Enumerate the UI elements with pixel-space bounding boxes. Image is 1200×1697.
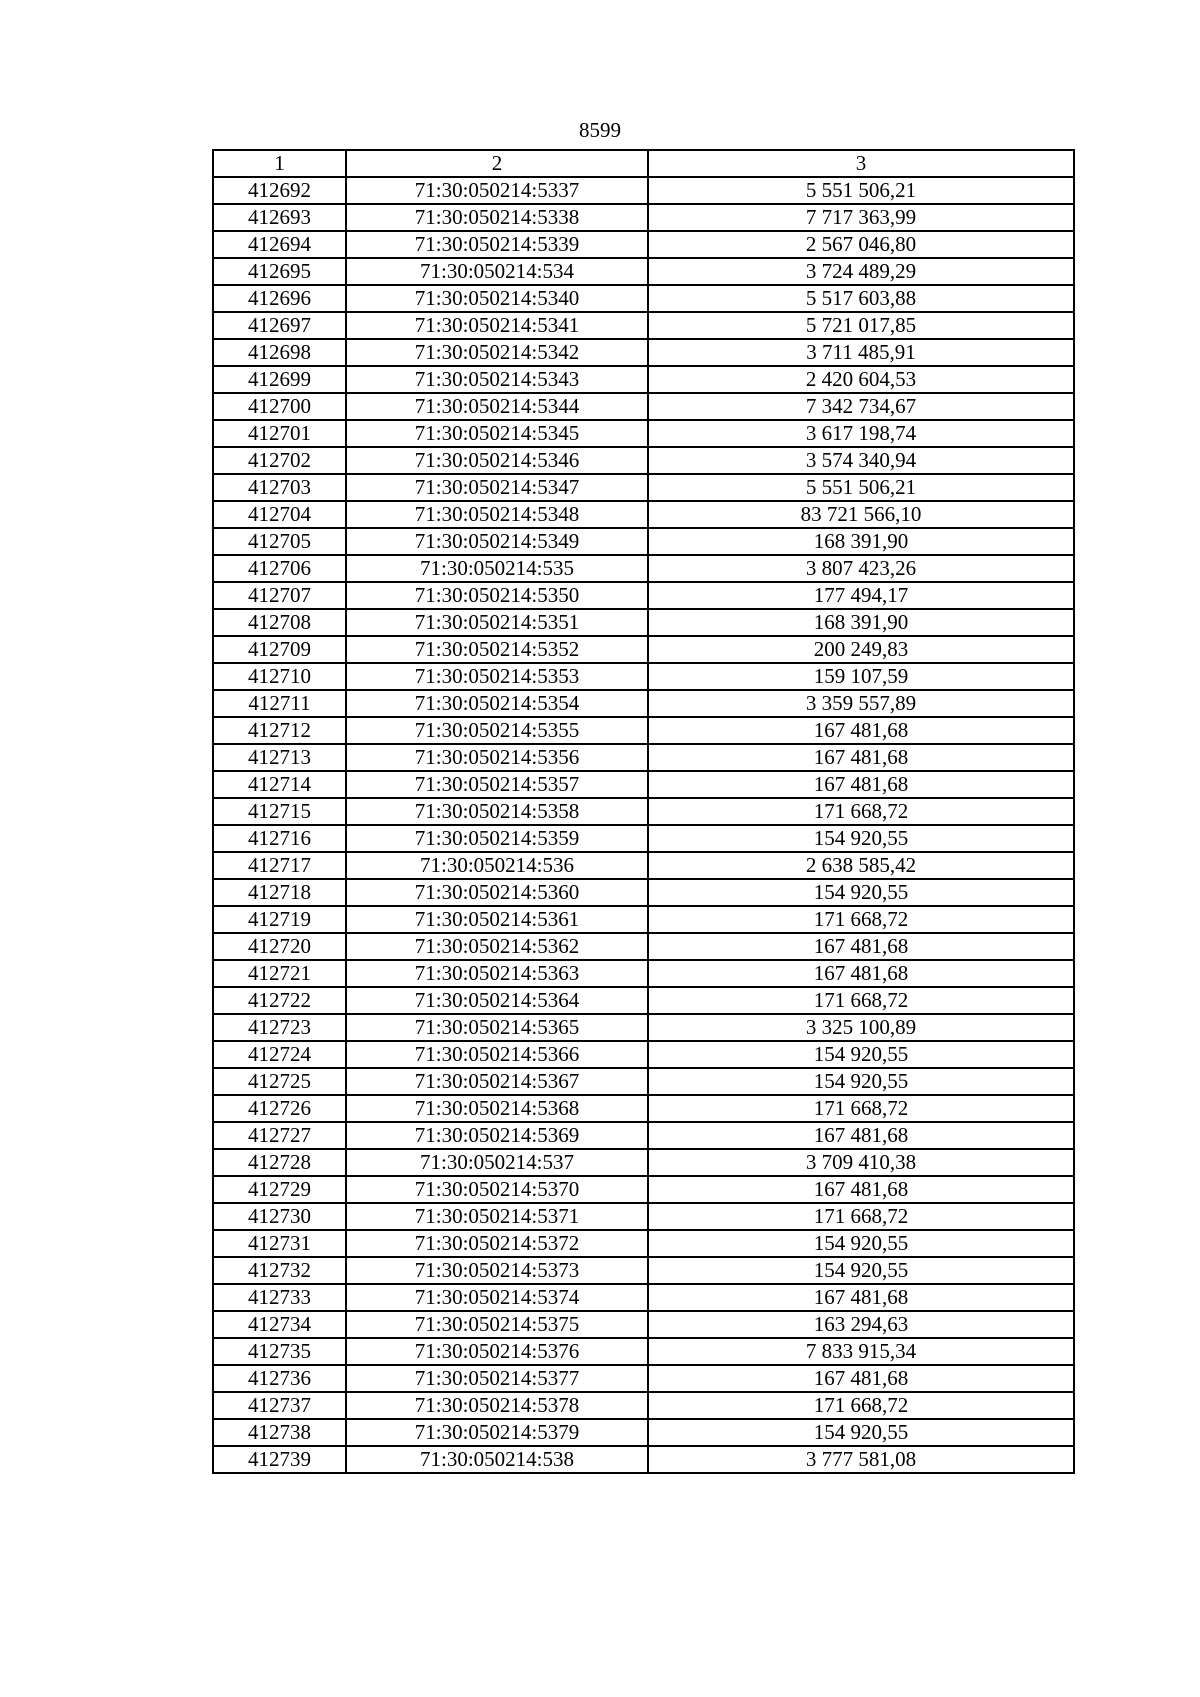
cadastral-number-cell: 71:30:050214:5369 — [346, 1122, 648, 1149]
cadastral-number-cell: 71:30:050214:5354 — [346, 690, 648, 717]
cadastral-value-cell: 5 517 603,88 — [648, 285, 1074, 312]
row-number-cell: 412718 — [213, 879, 346, 906]
cadastral-value-cell: 159 107,59 — [648, 663, 1074, 690]
cadastral-value-cell: 154 920,55 — [648, 1257, 1074, 1284]
cadastral-number-cell: 71:30:050214:5377 — [346, 1365, 648, 1392]
row-number-cell: 412723 — [213, 1014, 346, 1041]
cadastral-number-cell: 71:30:050214:5351 — [346, 609, 648, 636]
table-row — [213, 852, 1074, 879]
cadastral-value-cell: 3 777 581,08 — [648, 1446, 1074, 1473]
cadastral-number-cell: 71:30:050214:5357 — [346, 771, 648, 798]
table-row — [213, 1419, 1074, 1446]
row-number-cell: 412737 — [213, 1392, 346, 1419]
cadastral-value-cell: 5 551 506,21 — [648, 474, 1074, 501]
table-row — [213, 1122, 1074, 1149]
table-row — [213, 1203, 1074, 1230]
row-number-cell: 412734 — [213, 1311, 346, 1338]
cadastral-number-cell: 71:30:050214:5349 — [346, 528, 648, 555]
table-row — [213, 906, 1074, 933]
table-row — [213, 1176, 1074, 1203]
cadastral-value-cell: 83 721 566,10 — [648, 501, 1074, 528]
cadastral-number-cell: 71:30:050214:5370 — [346, 1176, 648, 1203]
cadastral-number-cell: 71:30:050214:5363 — [346, 960, 648, 987]
table-row — [213, 1284, 1074, 1311]
cadastral-number-cell: 71:30:050214:5341 — [346, 312, 648, 339]
cadastral-value-cell: 2 638 585,42 — [648, 852, 1074, 879]
cadastral-number-cell: 71:30:050214:5343 — [346, 366, 648, 393]
row-number-cell: 412711 — [213, 690, 346, 717]
row-number-cell: 412697 — [213, 312, 346, 339]
cadastral-value-cell: 167 481,68 — [648, 960, 1074, 987]
row-number-cell: 412729 — [213, 1176, 346, 1203]
table-row — [213, 447, 1074, 474]
cadastral-number-cell: 71:30:050214:5373 — [346, 1257, 648, 1284]
row-number-cell: 412731 — [213, 1230, 346, 1257]
cadastral-value-cell: 3 617 198,74 — [648, 420, 1074, 447]
header-cell-3: 3 — [648, 150, 1074, 177]
table-row — [213, 636, 1074, 663]
cadastral-number-cell: 71:30:050214:5374 — [346, 1284, 648, 1311]
table-row — [213, 1446, 1074, 1473]
table-row — [213, 879, 1074, 906]
cadastral-value-cell: 163 294,63 — [648, 1311, 1074, 1338]
table-row — [213, 1311, 1074, 1338]
cadastral-number-cell: 71:30:050214:5358 — [346, 798, 648, 825]
row-number-cell: 412725 — [213, 1068, 346, 1095]
table-row — [213, 366, 1074, 393]
cadastral-number-cell: 71:30:050214:538 — [346, 1446, 648, 1473]
cadastral-value-cell: 7 342 734,67 — [648, 393, 1074, 420]
cadastral-value-cell: 171 668,72 — [648, 1203, 1074, 1230]
table-header — [213, 150, 1074, 177]
cadastral-value-cell: 167 481,68 — [648, 933, 1074, 960]
cadastral-number-cell: 71:30:050214:5375 — [346, 1311, 648, 1338]
table-row — [213, 1230, 1074, 1257]
cadastral-number-cell: 71:30:050214:5338 — [346, 204, 648, 231]
row-number-cell: 412708 — [213, 609, 346, 636]
row-number-cell: 412695 — [213, 258, 346, 285]
table-row — [213, 285, 1074, 312]
cadastral-number-cell: 71:30:050214:5342 — [346, 339, 648, 366]
table-row — [213, 1095, 1074, 1122]
row-number-cell: 412736 — [213, 1365, 346, 1392]
table-row — [213, 528, 1074, 555]
cadastral-value-table — [212, 149, 1075, 1474]
row-number-cell: 412712 — [213, 717, 346, 744]
cadastral-number-cell: 71:30:050214:5359 — [346, 825, 648, 852]
cadastral-number-cell: 71:30:050214:5340 — [346, 285, 648, 312]
cadastral-value-cell: 171 668,72 — [648, 987, 1074, 1014]
table-row — [213, 933, 1074, 960]
table-row — [213, 825, 1074, 852]
table-row — [213, 609, 1074, 636]
table-row — [213, 312, 1074, 339]
cadastral-number-cell: 71:30:050214:5371 — [346, 1203, 648, 1230]
header-cell-2: 2 — [346, 150, 648, 177]
cadastral-value-cell: 171 668,72 — [648, 906, 1074, 933]
cadastral-value-cell: 167 481,68 — [648, 1284, 1074, 1311]
cadastral-value-cell: 7 833 915,34 — [648, 1338, 1074, 1365]
table-row — [213, 555, 1074, 582]
cadastral-value-cell: 171 668,72 — [648, 798, 1074, 825]
row-number-cell: 412715 — [213, 798, 346, 825]
cadastral-number-cell: 71:30:050214:535 — [346, 555, 648, 582]
row-number-cell: 412696 — [213, 285, 346, 312]
row-number-cell: 412692 — [213, 177, 346, 204]
cadastral-number-cell: 71:30:050214:5362 — [346, 933, 648, 960]
table-row — [213, 744, 1074, 771]
table-row — [213, 1149, 1074, 1176]
table-body — [213, 177, 1074, 1473]
cadastral-number-cell: 71:30:050214:5356 — [346, 744, 648, 771]
row-number-cell: 412704 — [213, 501, 346, 528]
table-row — [213, 690, 1074, 717]
cadastral-number-cell: 71:30:050214:5344 — [346, 393, 648, 420]
cadastral-number-cell: 71:30:050214:5337 — [346, 177, 648, 204]
table-row — [213, 1041, 1074, 1068]
cadastral-value-cell: 167 481,68 — [648, 1176, 1074, 1203]
table-row — [213, 798, 1074, 825]
cadastral-number-cell: 71:30:050214:5366 — [346, 1041, 648, 1068]
cadastral-number-cell: 71:30:050214:5350 — [346, 582, 648, 609]
table-row — [213, 1257, 1074, 1284]
cadastral-number-cell: 71:30:050214:5378 — [346, 1392, 648, 1419]
cadastral-number-cell: 71:30:050214:5348 — [346, 501, 648, 528]
table-row — [213, 258, 1074, 285]
row-number-cell: 412702 — [213, 447, 346, 474]
row-number-cell: 412717 — [213, 852, 346, 879]
cadastral-number-cell: 71:30:050214:534 — [346, 258, 648, 285]
table-row — [213, 1014, 1074, 1041]
table-row — [213, 177, 1074, 204]
cadastral-number-cell: 71:30:050214:5368 — [346, 1095, 648, 1122]
row-number-cell: 412703 — [213, 474, 346, 501]
row-number-cell: 412707 — [213, 582, 346, 609]
table-row — [213, 717, 1074, 744]
table-row — [213, 1365, 1074, 1392]
cadastral-number-cell: 71:30:050214:5360 — [346, 879, 648, 906]
table-row — [213, 1392, 1074, 1419]
cadastral-value-cell: 171 668,72 — [648, 1392, 1074, 1419]
cadastral-number-cell: 71:30:050214:5347 — [346, 474, 648, 501]
cadastral-value-cell: 3 724 489,29 — [648, 258, 1074, 285]
row-number-cell: 412727 — [213, 1122, 346, 1149]
table-row — [213, 339, 1074, 366]
cadastral-number-cell: 71:30:050214:5367 — [346, 1068, 648, 1095]
table-row — [213, 231, 1074, 258]
row-number-cell: 412713 — [213, 744, 346, 771]
cadastral-value-cell: 200 249,83 — [648, 636, 1074, 663]
cadastral-number-cell: 71:30:050214:5364 — [346, 987, 648, 1014]
row-number-cell: 412722 — [213, 987, 346, 1014]
cadastral-value-cell: 168 391,90 — [648, 528, 1074, 555]
cadastral-value-cell: 154 920,55 — [648, 1068, 1074, 1095]
cadastral-number-cell: 71:30:050214:5376 — [346, 1338, 648, 1365]
cadastral-number-cell: 71:30:050214:5355 — [346, 717, 648, 744]
row-number-cell: 412700 — [213, 393, 346, 420]
header-cell-1: 1 — [213, 150, 346, 177]
cadastral-number-cell: 71:30:050214:5379 — [346, 1419, 648, 1446]
table-row — [213, 771, 1074, 798]
cadastral-value-cell: 3 709 410,38 — [648, 1149, 1074, 1176]
cadastral-value-cell: 167 481,68 — [648, 744, 1074, 771]
table-row — [213, 1338, 1074, 1365]
cadastral-number-cell: 71:30:050214:5352 — [346, 636, 648, 663]
cadastral-number-cell: 71:30:050214:5365 — [346, 1014, 648, 1041]
cadastral-value-cell: 154 920,55 — [648, 1419, 1074, 1446]
cadastral-value-cell: 154 920,55 — [648, 1041, 1074, 1068]
cadastral-number-cell: 71:30:050214:5345 — [346, 420, 648, 447]
row-number-cell: 412709 — [213, 636, 346, 663]
row-number-cell: 412693 — [213, 204, 346, 231]
cadastral-number-cell: 71:30:050214:537 — [346, 1149, 648, 1176]
row-number-cell: 412721 — [213, 960, 346, 987]
row-number-cell: 412701 — [213, 420, 346, 447]
table-row — [213, 582, 1074, 609]
cadastral-value-cell: 154 920,55 — [648, 1230, 1074, 1257]
row-number-cell: 412735 — [213, 1338, 346, 1365]
row-number-cell: 412730 — [213, 1203, 346, 1230]
cadastral-value-cell: 7 717 363,99 — [648, 204, 1074, 231]
row-number-cell: 412733 — [213, 1284, 346, 1311]
table-row — [213, 501, 1074, 528]
row-number-cell: 412739 — [213, 1446, 346, 1473]
page-number — [0, 118, 1200, 142]
cadastral-value-cell: 154 920,55 — [648, 825, 1074, 852]
cadastral-value-cell: 171 668,72 — [648, 1095, 1074, 1122]
cadastral-number-cell: 71:30:050214:5346 — [346, 447, 648, 474]
row-number-cell: 412694 — [213, 231, 346, 258]
row-number-cell: 412714 — [213, 771, 346, 798]
row-number-cell: 412706 — [213, 555, 346, 582]
row-number-cell: 412698 — [213, 339, 346, 366]
cadastral-value-cell: 5 721 017,85 — [648, 312, 1074, 339]
row-number-cell: 412716 — [213, 825, 346, 852]
cadastral-value-cell: 168 391,90 — [648, 609, 1074, 636]
table-row — [213, 1068, 1074, 1095]
cadastral-value-cell: 3 574 340,94 — [648, 447, 1074, 474]
row-number-cell: 412728 — [213, 1149, 346, 1176]
table-row — [213, 987, 1074, 1014]
header-row — [213, 150, 1074, 177]
table-row — [213, 393, 1074, 420]
cadastral-value-cell: 5 551 506,21 — [648, 177, 1074, 204]
table-row — [213, 960, 1074, 987]
cadastral-number-cell: 71:30:050214:5339 — [346, 231, 648, 258]
cadastral-value-cell: 177 494,17 — [648, 582, 1074, 609]
cadastral-value-cell: 3 807 423,26 — [648, 555, 1074, 582]
row-number-cell: 412719 — [213, 906, 346, 933]
cadastral-value-cell: 2 420 604,53 — [648, 366, 1074, 393]
row-number-cell: 412720 — [213, 933, 346, 960]
row-number-cell: 412699 — [213, 366, 346, 393]
table-row — [213, 420, 1074, 447]
row-number-cell: 412738 — [213, 1419, 346, 1446]
row-number-cell: 412710 — [213, 663, 346, 690]
cadastral-number-cell: 71:30:050214:5353 — [346, 663, 648, 690]
cadastral-value-cell: 3 325 100,89 — [648, 1014, 1074, 1041]
table-row — [213, 474, 1074, 501]
cadastral-value-cell: 3 359 557,89 — [648, 690, 1074, 717]
cadastral-value-cell: 167 481,68 — [648, 1365, 1074, 1392]
table-row — [213, 663, 1074, 690]
row-number-cell: 412726 — [213, 1095, 346, 1122]
row-number-cell: 412724 — [213, 1041, 346, 1068]
row-number-cell: 412732 — [213, 1257, 346, 1284]
cadastral-value-cell: 167 481,68 — [648, 771, 1074, 798]
row-number-cell: 412705 — [213, 528, 346, 555]
cadastral-value-cell: 2 567 046,80 — [648, 231, 1074, 258]
page-number-text: 8599 — [579, 118, 621, 142]
cadastral-number-cell: 71:30:050214:5361 — [346, 906, 648, 933]
cadastral-value-cell: 167 481,68 — [648, 717, 1074, 744]
cadastral-number-cell: 71:30:050214:536 — [346, 852, 648, 879]
cadastral-value-cell: 167 481,68 — [648, 1122, 1074, 1149]
table-row — [213, 204, 1074, 231]
cadastral-value-cell: 3 711 485,91 — [648, 339, 1074, 366]
cadastral-number-cell: 71:30:050214:5372 — [346, 1230, 648, 1257]
cadastral-value-cell: 154 920,55 — [648, 879, 1074, 906]
